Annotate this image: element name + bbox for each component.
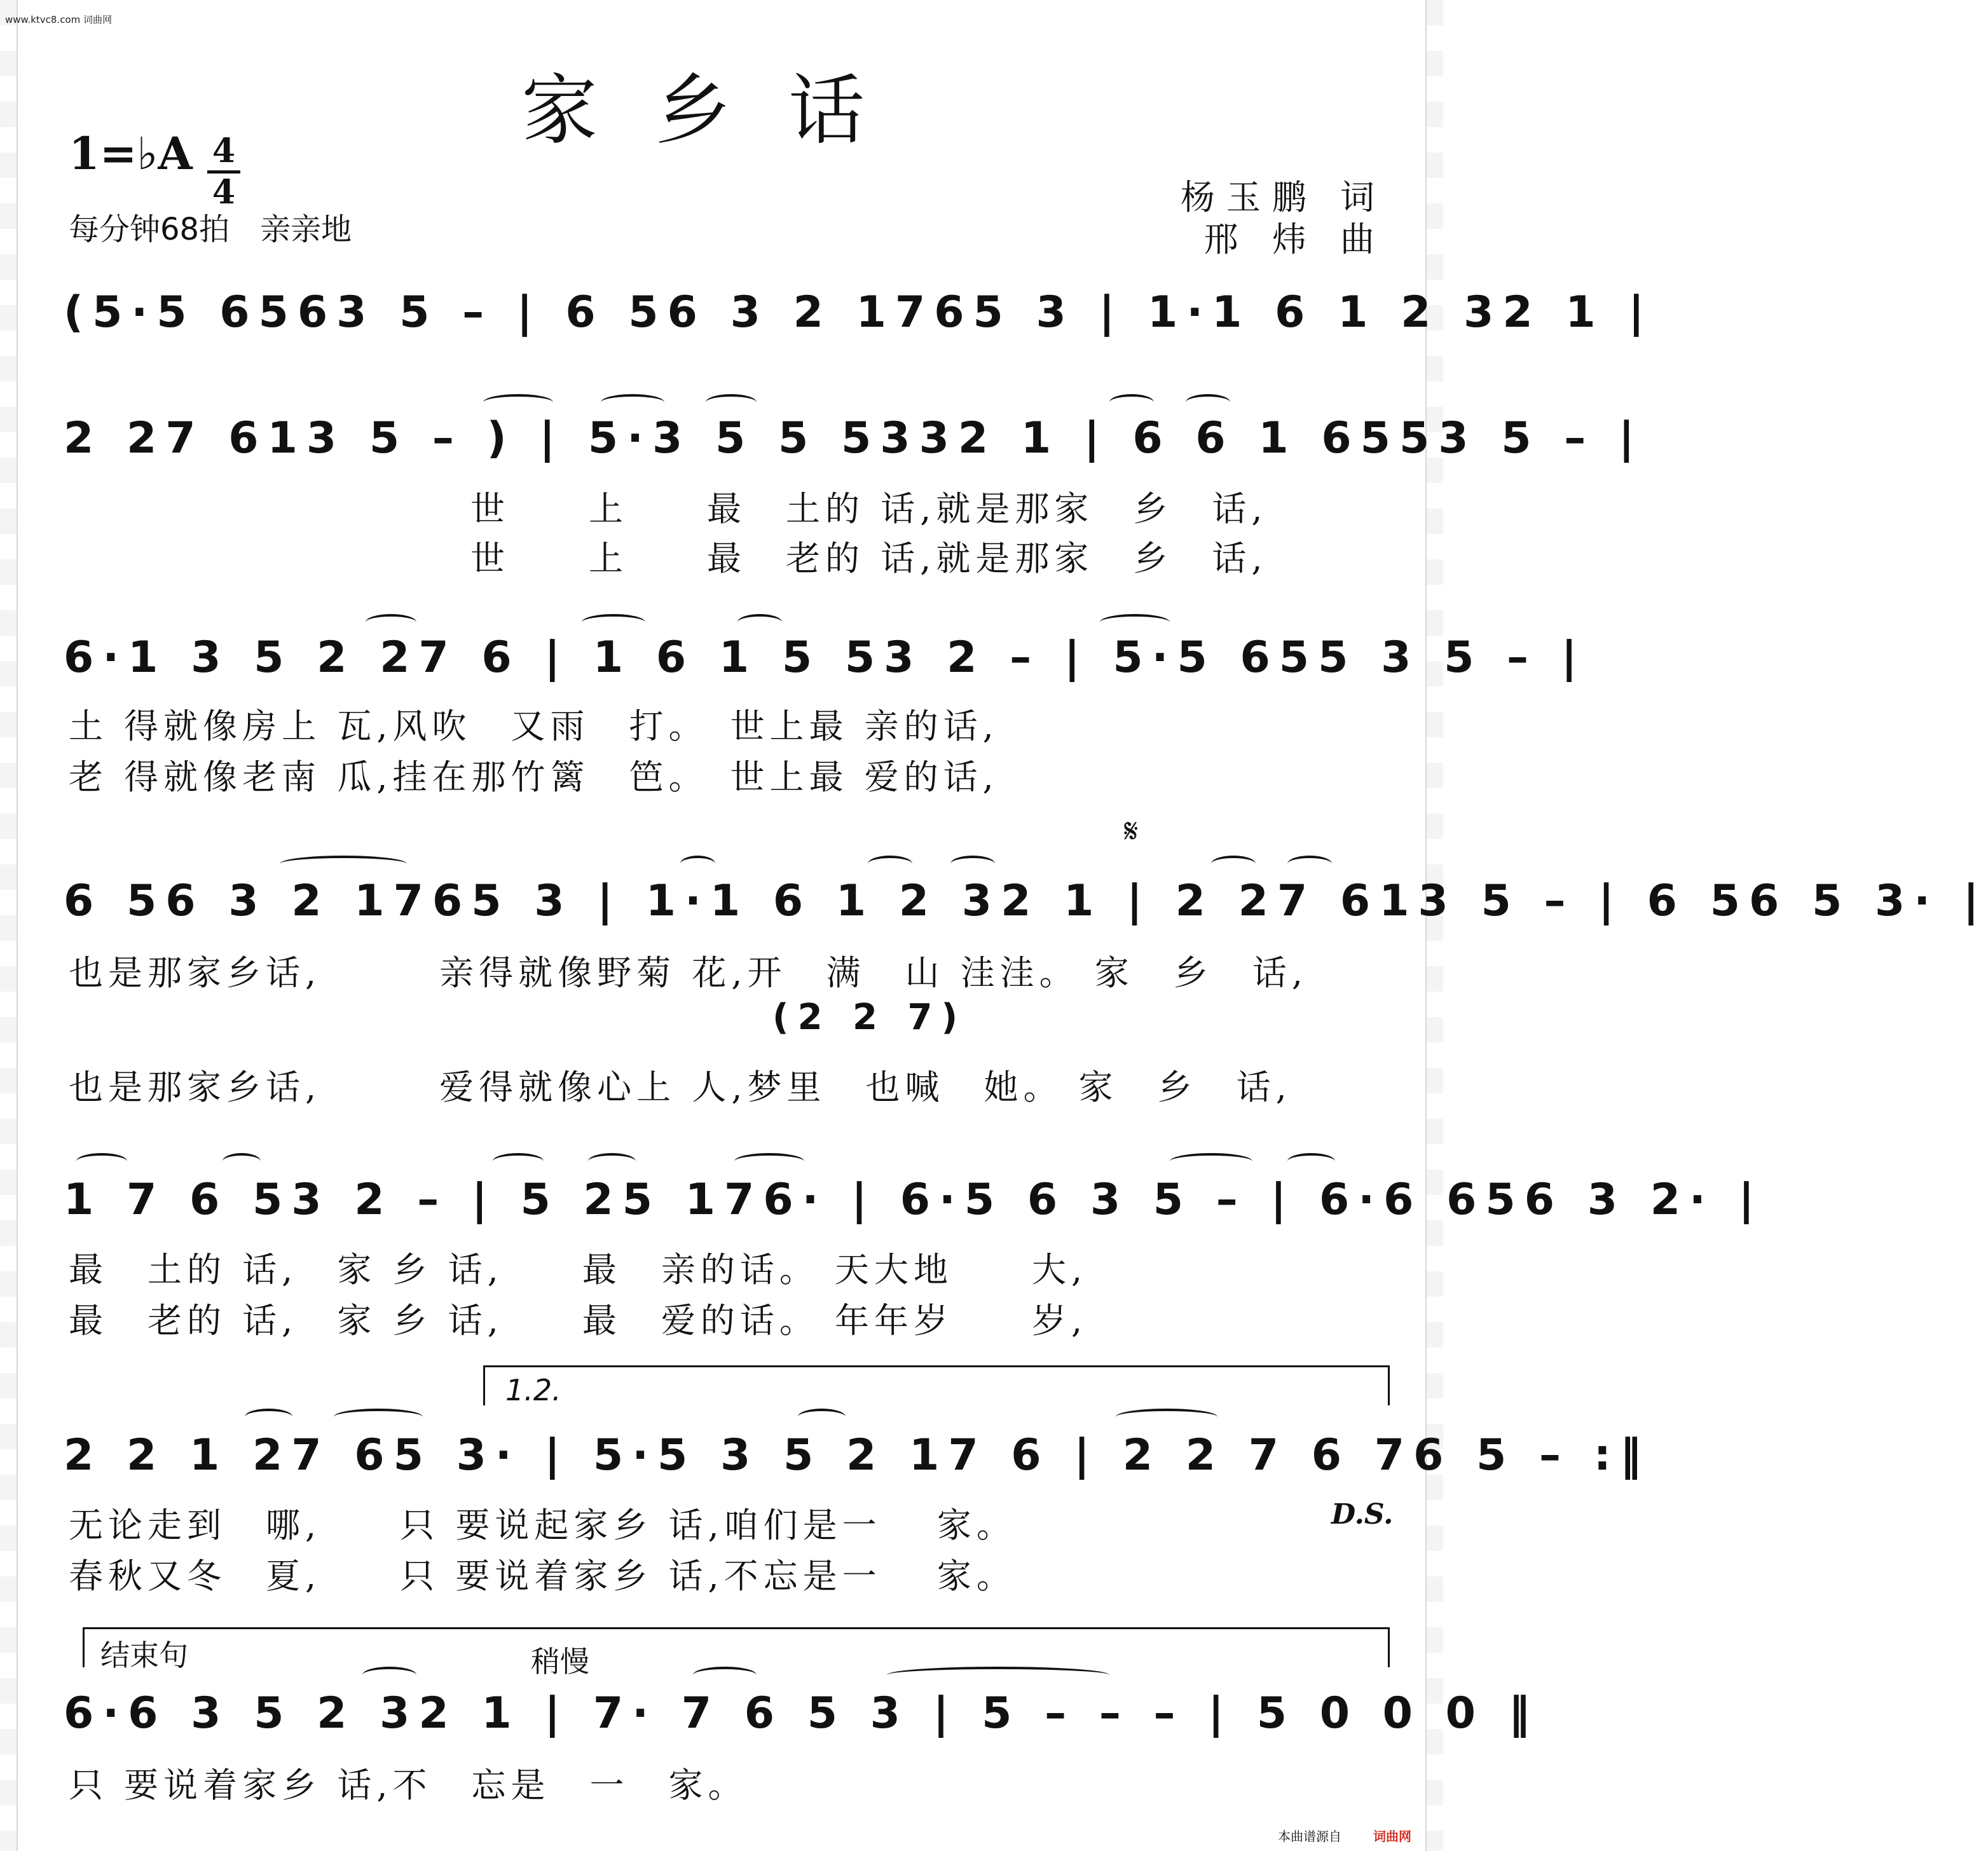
system-5-music: 1 7 6 53 2 – | 5 25 176· | 6·5 6 3 5 – | 6·6 656 3 2· | <box>64 1175 1764 1225</box>
left-margin-stripe <box>0 0 18 1851</box>
slur <box>76 1153 127 1170</box>
system-3-lyric-1: 土 得就像房上 瓦,风吹 又雨 打。 世上最 亲的话, <box>69 706 999 746</box>
lyricist-credit: 杨玉鹏 词 <box>1180 177 1386 217</box>
volta-bracket <box>483 1365 1390 1405</box>
system-2-lyric-2: 世 上 最 老的 话,就是那家 乡 话, <box>470 538 1268 578</box>
system-6-lyric-2: 春秋又冬 夏, 只 要说着家乡 话,不忘是一 家。 <box>69 1556 1016 1596</box>
system-6-lyric-1: 无论走到 哪, 只 要说起家乡 话,咱们是一 家。 <box>69 1505 1016 1545</box>
system-3-lyric-2: 老 得就像老南 瓜,挂在那竹篱 笆。 世上最 爱的话, <box>69 757 999 797</box>
time-top: 4 <box>212 132 236 170</box>
ending-bracket <box>83 1627 1390 1667</box>
slur <box>798 1409 846 1425</box>
system-5-lyric-2: 最 老的 话, 家 乡 话, 最 爱的话。 年年岁 岁, <box>69 1301 1088 1341</box>
system-7-lyric-1: 只 要说着家乡 话,不 忘是 一 家。 <box>69 1765 748 1805</box>
slur <box>245 1409 292 1425</box>
system-2-music: 2 27 613 5 – ) | 5·3 5 5 5332 1 | 6 6 1 6553 5 – | <box>64 413 1643 463</box>
slur <box>601 394 664 411</box>
slur <box>950 856 995 872</box>
footer-source-note: 本曲谱源自 <box>1278 1829 1341 1844</box>
slur <box>582 614 645 631</box>
slur <box>868 856 912 872</box>
dal-segno-mark: D.S. <box>1331 1498 1394 1531</box>
time-bottom: 4 <box>212 173 236 212</box>
slur <box>366 614 416 631</box>
slow-label: 稍慢 <box>531 1644 589 1679</box>
slur <box>223 1153 261 1170</box>
volta-label: 1.2. <box>505 1373 561 1407</box>
slur <box>1186 394 1230 411</box>
slur <box>1170 1153 1252 1170</box>
slur <box>1211 856 1256 872</box>
slur <box>734 1153 804 1170</box>
system-4-lyric-1: 也是那家乡话, 亲得就像野菊 花,开 满 山 洼洼。 家 乡 话, <box>69 953 1308 993</box>
slur <box>588 1153 636 1170</box>
system-4-lyric-2: 也是那家乡话, 爱得就像心上 人,梦里 也喊 她。 家 乡 话, <box>69 1067 1292 1107</box>
system-3-music: 6·1 3 5 2 27 6 | 1 6 1 5 53 2 – | 5·5 655 3 5 – | <box>64 632 1586 683</box>
slur <box>680 856 715 872</box>
footer-brand: 词曲网 <box>1373 1829 1411 1844</box>
slur <box>1100 614 1170 631</box>
slur <box>493 1153 544 1170</box>
composer-credit: 邢 炜 曲 <box>1203 219 1386 259</box>
system-7-music: 6·6 3 5 2 32 1 | 7· 7 6 5 3 | 5 – – – | 5 0 0 0 ‖ <box>64 1688 1539 1738</box>
slur <box>334 1409 423 1425</box>
slur <box>280 856 407 872</box>
page-title: 家乡话 <box>521 67 922 155</box>
ending-label: 结束句 <box>100 1638 188 1672</box>
time-signature <box>205 132 243 212</box>
slur <box>887 1667 1109 1683</box>
slur <box>1287 856 1332 872</box>
segno-sign: 𝄋 <box>1124 812 1139 850</box>
slur <box>1116 1409 1217 1425</box>
alternate-notes: (2 2 7) <box>772 997 967 1038</box>
system-5-lyric-1: 最 土的 话, 家 乡 话, 最 亲的话。 天大地 大, <box>69 1250 1088 1290</box>
slur <box>1109 394 1154 411</box>
slur <box>362 1667 416 1683</box>
slur <box>1287 1153 1335 1170</box>
slur <box>706 394 757 411</box>
system-1-music: (5·5 6563 5 – | 6 56 3 2 1765 3 | 1·1 6 1 2 32 1 | <box>64 287 1654 338</box>
slur <box>483 394 553 411</box>
key-signature: 1=♭A <box>69 127 193 180</box>
tempo-marking: 每分钟68拍 亲亲地 <box>69 212 352 247</box>
system-6-music: 2 2 1 27 65 3· | 5·5 3 5 2 17 6 | 2 2 7 6 76 5 – :‖ <box>64 1430 1650 1480</box>
site-watermark: www.ktvc8.com 词曲网 <box>5 14 113 25</box>
system-2-lyric-1: 世 上 最 土的 话,就是那家 乡 话, <box>470 489 1268 529</box>
slur <box>693 1667 757 1683</box>
system-4-music: 6 56 3 2 1765 3 | 1·1 6 1 2 32 1 | 2 27 613 5 – | 6 56 5 3· | <box>64 876 1988 926</box>
slur <box>737 614 782 631</box>
